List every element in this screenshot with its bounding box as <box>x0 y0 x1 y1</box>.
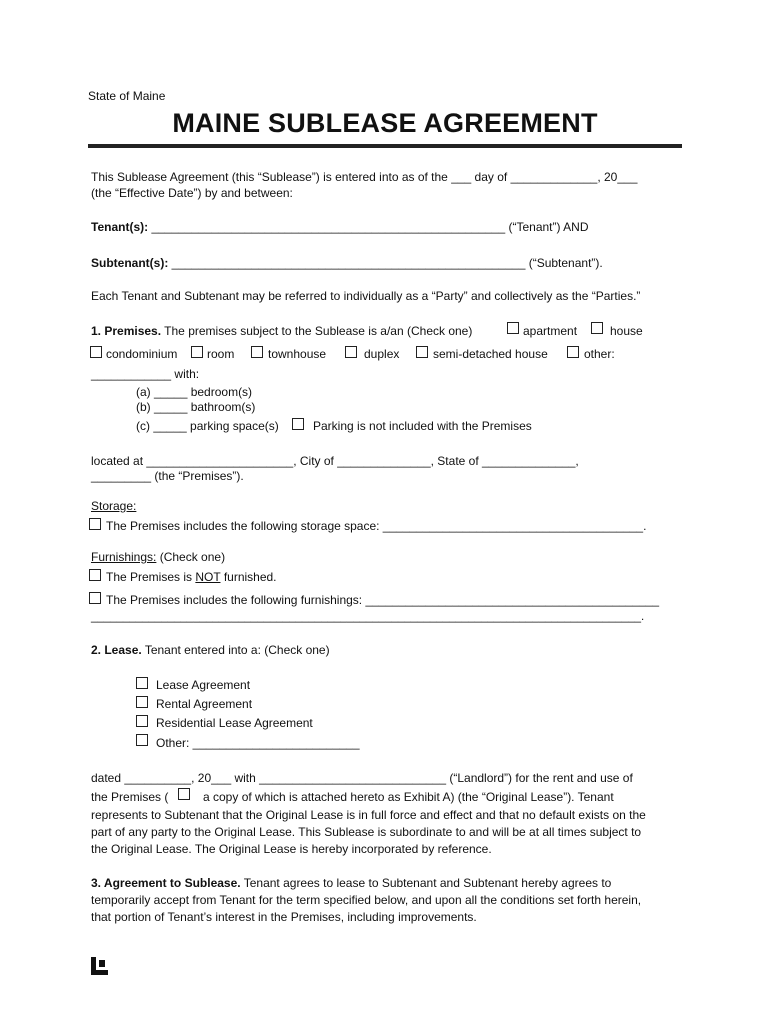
bedrooms-line[interactable]: (a) _____ bedroom(s) <box>136 385 253 399</box>
agreement-heading: 3. Agreement to Sublease. <box>91 876 241 890</box>
subtenant-line <box>91 256 603 270</box>
lease-paragraph-line-2b: a copy of which is attached hereto as Exhibit A) (the “Original Lease”). Tenant <box>203 790 614 804</box>
lease-other-label[interactable]: Other: _________________________ <box>156 736 360 750</box>
agreement-line-2: temporarily accept from Tenant for the term specified below, and upon all the conditions set forth herein, <box>91 893 642 907</box>
lease-line <box>91 643 330 657</box>
storage-text: The Premises includes the following storage space: _______________________________________. <box>106 519 647 533</box>
house-checkbox[interactable] <box>591 322 603 334</box>
duplex-checkbox[interactable] <box>345 346 357 358</box>
townhouse-label: townhouse <box>268 347 327 361</box>
lease-paragraph-line-4: part of any party to the Original Lease. This Sublease is subordinate to and will be at all times subject to <box>91 825 642 839</box>
party-definition: Each Tenant and Subtenant may be referred to individually as a “Party” and collectively as the “Parties.” <box>91 289 641 303</box>
lease-paragraph-line-5: the Original Lease. The Original Lease is hereby incorporated by reference. <box>91 842 492 856</box>
lease-paragraph-line-1: dated __________, 20___ with ____________________________ (“Landlord”) for the rent and use of <box>91 771 633 785</box>
premises-line <box>91 324 472 338</box>
apartment-label: apartment <box>523 324 578 338</box>
residential-lease-checkbox[interactable] <box>136 715 148 727</box>
parking-line[interactable]: (c) _____ parking space(s) <box>136 419 279 433</box>
furnishings-continuation-line[interactable]: ______________________________________________________________________________________. <box>91 611 645 623</box>
intro-line-2: (the “Effective Date”) by and between: <box>91 186 293 200</box>
other-checkbox[interactable] <box>567 346 579 358</box>
not-furnished-checkbox[interactable] <box>89 569 101 581</box>
lease-paragraph-line-2a: the Premises ( <box>91 790 169 804</box>
other-label: other: <box>584 347 615 361</box>
parking-not-included-label: Parking is not included with the Premises <box>313 419 532 433</box>
rental-agreement-checkbox[interactable] <box>136 696 148 708</box>
document-title: MAINE SUBLEASE AGREEMENT <box>172 108 598 138</box>
storage-heading: Storage: <box>91 499 137 513</box>
lease-agreement-label: Lease Agreement <box>156 678 251 692</box>
bathrooms-line[interactable]: (b) _____ bathroom(s) <box>136 400 256 414</box>
not-furnished-label: The Premises is NOT furnished. <box>106 570 277 584</box>
condominium-checkbox[interactable] <box>90 346 102 358</box>
state-label: State of Maine <box>88 89 166 103</box>
agreement-line-3: that portion of Tenant’s interest in the Premises, including improvements. <box>91 910 477 924</box>
room-checkbox[interactable] <box>191 346 203 358</box>
tenant-field[interactable]: _____________________________________________________ (“Tenant”) AND <box>148 220 589 234</box>
townhouse-checkbox[interactable] <box>251 346 263 358</box>
storage-checkbox[interactable] <box>89 518 101 530</box>
title-rule <box>88 144 682 148</box>
premises-text: The premises subject to the Sublease is a/an (Check one) <box>161 324 473 338</box>
lease-paragraph-line-3: represents to Subtenant that the Original Lease is in full force and effect and that no default exists on the <box>91 808 646 822</box>
semi-detached-checkbox[interactable] <box>416 346 428 358</box>
semi-detached-label: semi-detached house <box>433 347 548 361</box>
furnishings-text: The Premises includes the following furnishings: ____________________________________________ <box>106 593 660 607</box>
furnishings-heading: Furnishings: (Check one) <box>91 550 226 564</box>
duplex-label: duplex <box>364 347 400 361</box>
tenant-line <box>91 220 589 234</box>
subtenant-field[interactable]: _____________________________________________________ (“Subtenant”). <box>168 256 603 270</box>
lease-other-checkbox[interactable] <box>136 734 148 746</box>
subtenant-label: Subtenant(s): <box>91 256 169 270</box>
with-line[interactable]: ____________ with: <box>91 367 200 381</box>
parking-not-included-checkbox[interactable] <box>292 418 304 430</box>
legal-templates-logo-icon <box>91 957 108 975</box>
room-label: room <box>207 347 235 361</box>
lease-agreement-checkbox[interactable] <box>136 677 148 689</box>
exhibit-checkbox[interactable] <box>178 788 190 800</box>
residential-lease-label: Residential Lease Agreement <box>156 716 313 730</box>
furnishings-checkbox[interactable] <box>89 592 101 604</box>
lease-text: Tenant entered into a: (Check one) <box>141 643 330 657</box>
location-line[interactable]: located at ______________________, City of ______________, State of ______________, <box>91 454 579 468</box>
apartment-checkbox[interactable] <box>507 322 519 334</box>
agreement-line-1: 3. Agreement to Sublease. Tenant agrees to lease to Subtenant and Subtenant hereby agrees to <box>91 876 612 890</box>
intro-line-1: This Sublease Agreement (this “Sublease”) is entered into as of the ___ day of _____________, 20___ <box>91 170 638 184</box>
premises-heading: 1. Premises. <box>91 324 162 338</box>
tenant-label: Tenant(s): <box>91 220 149 234</box>
rental-agreement-label: Rental Agreement <box>156 697 253 711</box>
house-label: house <box>610 324 643 338</box>
condominium-label: condominium <box>106 347 178 361</box>
premises-definition: _________ (the “Premises”). <box>91 469 244 483</box>
lease-heading: 2. Lease. <box>91 643 142 657</box>
